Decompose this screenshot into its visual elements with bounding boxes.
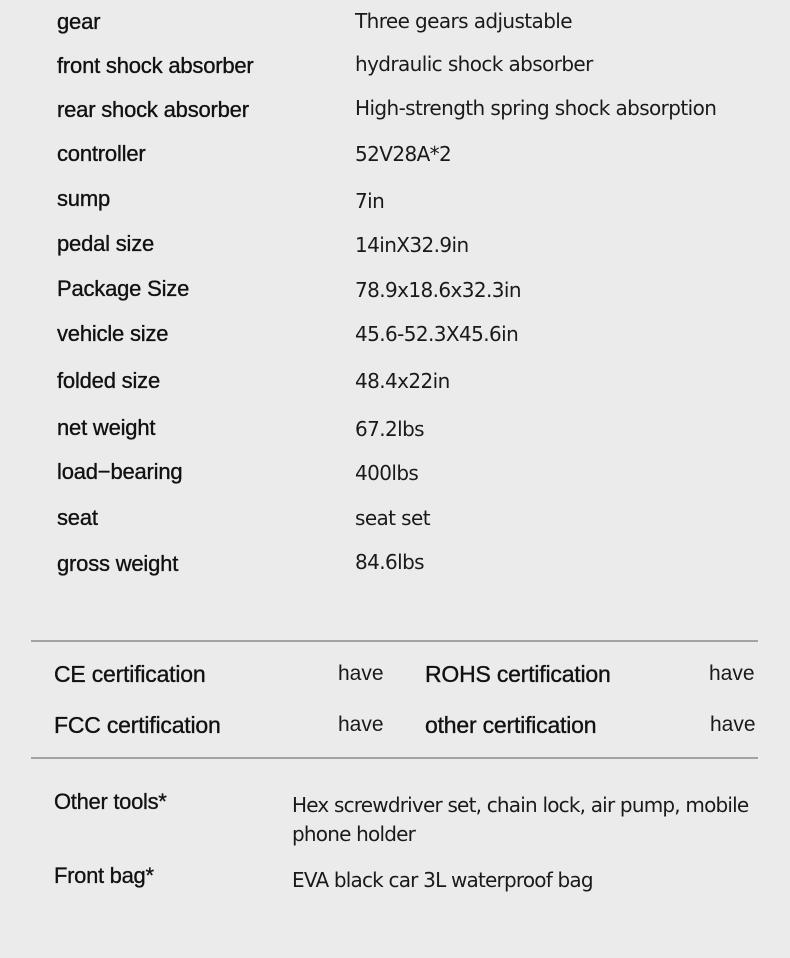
spec-label: pedal size bbox=[57, 231, 155, 256]
cert-label-rohs: ROHS certification bbox=[425, 661, 611, 687]
cert-label-fcc: FCC certification bbox=[54, 712, 221, 738]
spec-value: High-strength spring shock absorption bbox=[355, 96, 717, 120]
spec-label: front shock absorber bbox=[57, 53, 254, 78]
spec-label: vehicle size bbox=[57, 321, 169, 346]
cert-value-other: have bbox=[710, 713, 756, 736]
accessory-label-front-bag: Front bag* bbox=[54, 863, 154, 888]
spec-value: 48.4x22in bbox=[355, 369, 450, 393]
spec-value: hydraulic shock absorber bbox=[355, 52, 593, 76]
cert-label-other: other certification bbox=[425, 712, 597, 738]
spec-label: controller bbox=[57, 141, 146, 166]
spec-label: rear shock absorber bbox=[57, 97, 249, 122]
spec-label: folded size bbox=[57, 368, 160, 393]
spec-label: gross weight bbox=[57, 551, 179, 576]
spec-value: 78.9x18.6x32.3in bbox=[355, 278, 521, 302]
spec-label: net weight bbox=[57, 415, 156, 440]
spec-value: seat set bbox=[355, 506, 430, 530]
cert-value-fcc: have bbox=[338, 713, 384, 736]
cert-value-rohs: have bbox=[709, 662, 755, 685]
spec-value: 14inX32.9in bbox=[355, 233, 469, 257]
accessory-value-other-tools: Hex screwdriver set, chain lock, air pump, mobile phone holder bbox=[292, 793, 749, 846]
accessory-value-front-bag: EVA black car 3L waterproof bag bbox=[292, 868, 593, 892]
spec-label: load−bearing bbox=[57, 459, 183, 484]
spec-value: Three gears adjustable bbox=[355, 9, 572, 33]
spec-value: 52V28A*2 bbox=[355, 142, 452, 166]
spec-value: 84.6lbs bbox=[355, 550, 425, 574]
spec-label: seat bbox=[57, 505, 98, 530]
spec-label: Package Size bbox=[57, 276, 190, 301]
cert-value-ce: have bbox=[338, 662, 384, 685]
spec-value: 7in bbox=[355, 189, 385, 213]
accessory-label-other-tools: Other tools* bbox=[54, 789, 167, 814]
spec-label: gear bbox=[57, 9, 101, 34]
spec-value: 400lbs bbox=[355, 461, 419, 485]
spec-label: sump bbox=[57, 186, 110, 211]
spec-value: 45.6-52.3X45.6in bbox=[355, 322, 519, 346]
spec-value: 67.2lbs bbox=[355, 417, 425, 441]
cert-label-ce: CE certification bbox=[54, 661, 206, 687]
divider-bottom bbox=[31, 757, 758, 759]
divider-top bbox=[31, 640, 758, 642]
